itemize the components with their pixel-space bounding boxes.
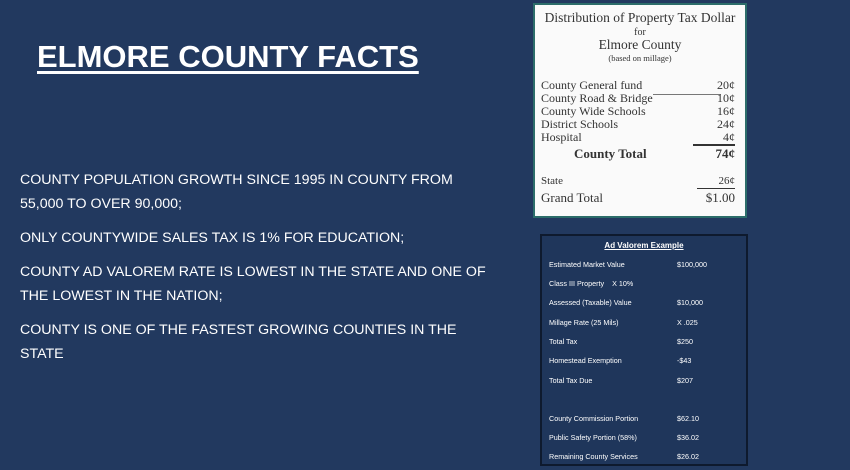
ad-valorem-example-box [540,234,748,466]
distribution-county: Elmore County [598,37,682,52]
ad-valorem-row [549,298,743,308]
distribution-row [541,78,735,92]
row-value: $36.02 [677,433,699,442]
row-value: X .025 [677,318,698,327]
ad-valorem-row [549,318,743,328]
ad-valorem-row [549,337,743,347]
row-label: Homestead Exemption [549,356,622,365]
row-amount: 10¢ [717,91,735,105]
row-value: $26.02 [677,452,699,461]
row-label: County Road & Bridge [541,91,653,105]
row-label: County Wide Schools [541,104,646,118]
ad-valorem-title: Ad Valorem Example [604,241,684,250]
row-amount: 24¢ [717,117,735,131]
grand-total-amount: $1.00 [705,190,735,205]
row-label: County Commission Portion [549,414,639,423]
distribution-row [541,130,735,144]
facts-list [20,168,500,376]
distribution-title: Distribution of Property Tax Dollar [544,10,736,25]
distribution-row [541,117,735,131]
distribution-note: (based on millage) [608,53,672,63]
ad-valorem-row [549,356,743,366]
state-row [541,175,735,189]
row-value: $10,000 [677,298,703,307]
ad-valorem-row [549,376,743,386]
grand-total-label: Grand Total [541,190,604,205]
state-amount: 26¢ [718,175,735,187]
row-label: County General fund [541,78,643,92]
fact-sales-tax: ONLY COUNTYWIDE SALES TAX IS 1% FOR EDUCATION; [20,230,405,246]
row-label: District Schools [541,117,618,131]
row-label: Class III Property X 10% [549,279,634,288]
distribution-row [541,104,735,118]
row-amount: 16¢ [717,104,735,118]
ad-valorem-row [549,433,743,443]
row-value: $100,000 [677,260,707,269]
row-label: Remaining County Services [549,452,638,461]
row-amount: 4¢ [723,130,735,144]
slide-title: ELMORE COUNTY FACTS [37,39,419,74]
distribution-title-for: for [634,27,646,38]
row-value: $250 [677,337,693,346]
county-total-row [541,146,735,160]
row-label: Public Safety Portion (58%) [549,433,637,442]
row-value: $207 [677,376,693,385]
ad-valorem-row [549,414,743,424]
grand-total-row [541,190,735,204]
row-amount: 20¢ [717,78,735,92]
fact-ad-valorem: COUNTY AD VALOREM RATE IS LOWEST IN THE STATE AND ONE OF THE LOWEST IN THE NATION; [20,264,486,304]
ad-valorem-row [549,260,743,270]
county-total-amount: 74¢ [715,146,735,161]
row-label: Total Tax Due [549,376,593,385]
row-label: Millage Rate (25 Mils) [549,318,619,327]
row-label: Estimated Market Value [549,260,625,269]
ad-valorem-row [549,279,743,289]
row-value: $62.10 [677,414,699,423]
row-label: Total Tax [549,337,578,346]
divider [697,188,735,189]
row-label: Hospital [541,130,582,144]
distribution-row [541,91,735,105]
row-label: Assessed (Taxable) Value [549,298,632,307]
county-total-label: County Total [574,146,647,161]
state-label: State [541,175,563,187]
row-value: -$43 [677,356,692,365]
tax-distribution-table [533,3,747,218]
fact-growth: COUNTY IS ONE OF THE FASTEST GROWING COUNTIES IN THE STATE [20,322,457,362]
fact-population: COUNTY POPULATION GROWTH SINCE 1995 IN COUNTY FROM 55,000 TO OVER 90,000; [20,172,453,212]
ad-valorem-row [549,452,743,462]
